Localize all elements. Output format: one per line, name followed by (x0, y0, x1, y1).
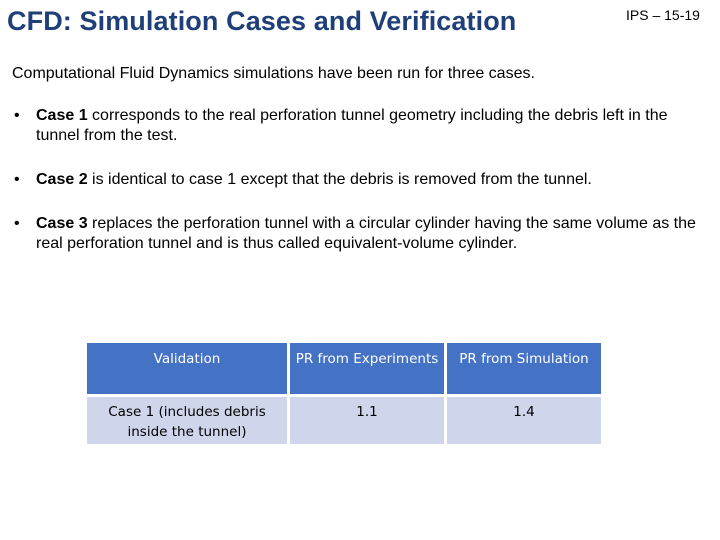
table-row (87, 397, 601, 447)
validation-table (87, 343, 601, 447)
bullet-icon: • (14, 215, 20, 232)
intro-text: Computational Fluid Dynamics simulations have been run for three cases. (12, 65, 535, 82)
bullet-icon: • (14, 107, 20, 124)
header-pr-experiments: PR from Experiments (287, 343, 444, 397)
case-2-label: Case 2 (36, 171, 88, 188)
cell-case: Case 1 (includes debris inside the tunnel) (87, 397, 287, 447)
header-validation: Validation (87, 343, 287, 397)
case-1-item (12, 106, 702, 146)
slide-title: CFD: Simulation Cases and Verification (7, 6, 517, 36)
case-2-item (12, 170, 702, 190)
case-2-text: is identical to case 1 except that the debris is removed from the tunnel. (87, 171, 592, 188)
case-1-label: Case 1 (36, 107, 88, 124)
bullet-icon: • (14, 171, 20, 188)
case-list (12, 106, 702, 254)
case-1-text: corresponds to the real perforation tunnel geometry including the debris left in the tunnel from the test. (36, 107, 668, 144)
case-3-text: replaces the perforation tunnel with a circular cylinder having the same volume as the real perforation tunnel and is thus called equivalent-volume cylinder. (36, 215, 696, 252)
header-pr-simulation: PR from Simulation (444, 343, 601, 397)
cell-pr-simulation: 1.4 (444, 397, 601, 447)
slide-id: IPS – 15-19 (626, 7, 700, 23)
cell-pr-experiments: 1.1 (287, 397, 444, 447)
case-3-label: Case 3 (36, 215, 88, 232)
case-3-item (12, 214, 702, 254)
table-header-row (87, 343, 601, 397)
